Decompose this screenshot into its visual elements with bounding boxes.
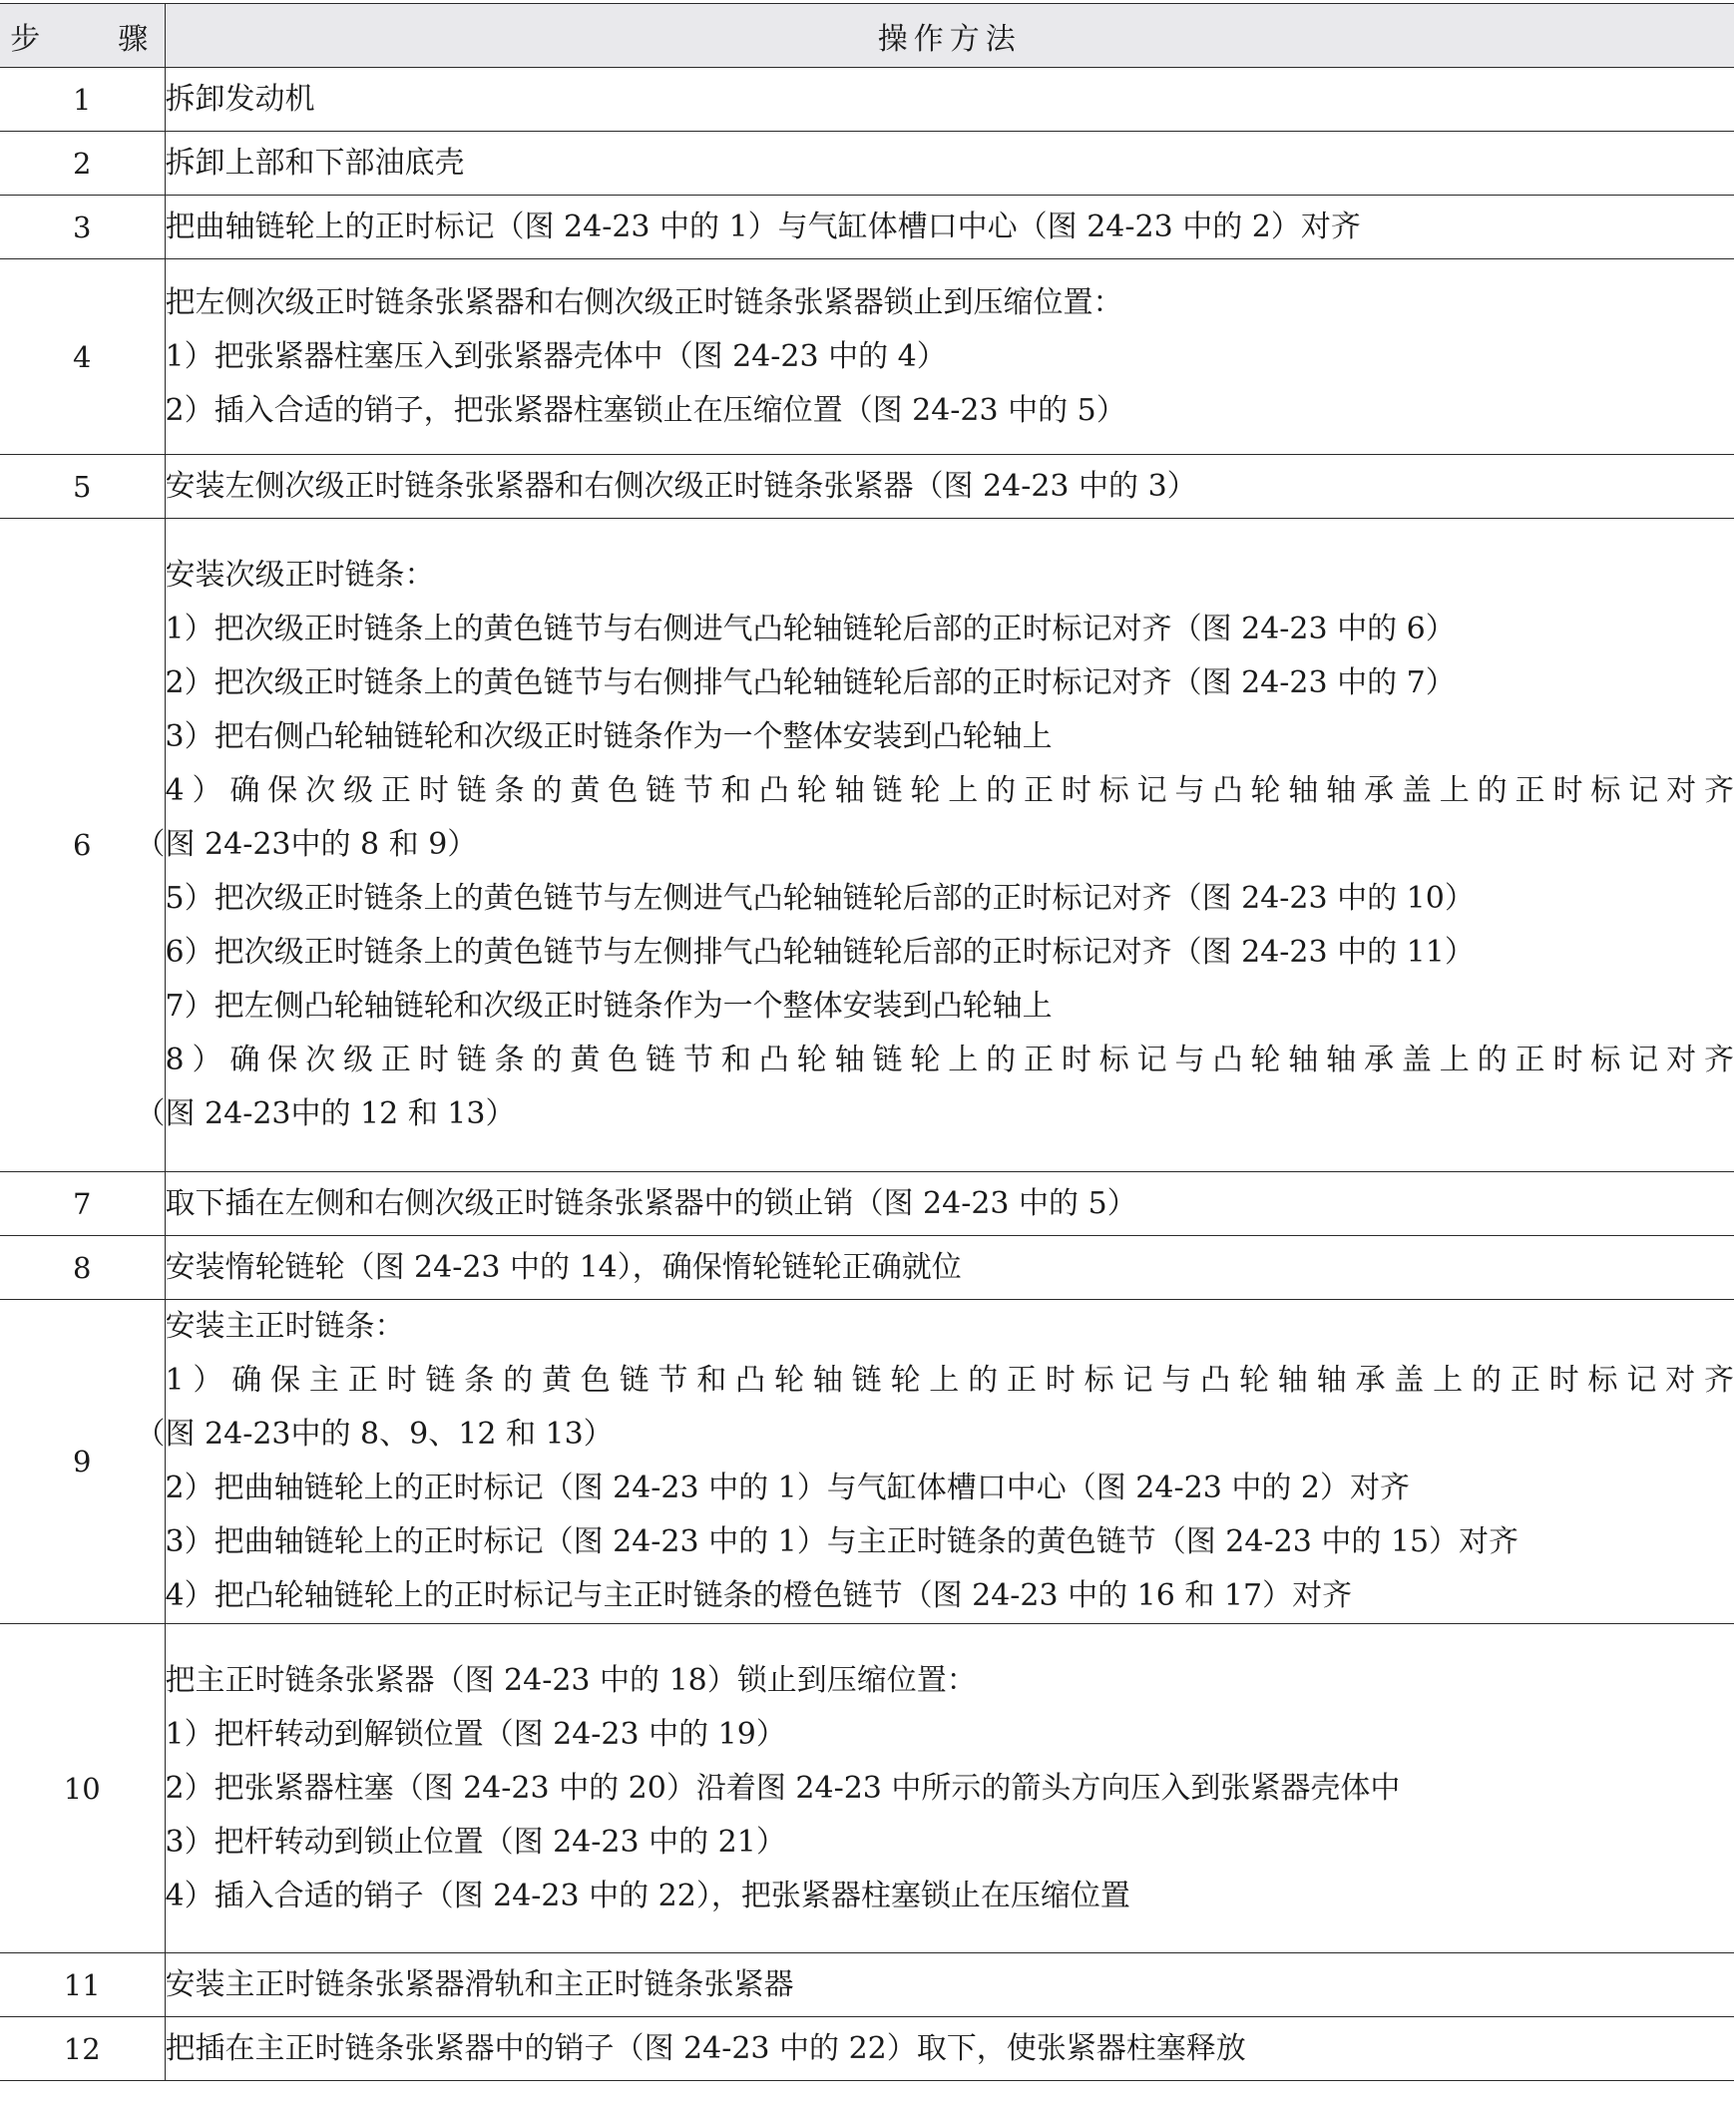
step-method: [165, 196, 1734, 259]
column-header-method: 操作方法: [165, 4, 1734, 68]
table-row: [0, 259, 1734, 455]
step-number: 9: [0, 1300, 165, 1624]
method-line: 4）把凸轮轴链轮上的正时标记与主正时链条的橙色链节（图 24-23 中的 16 和 17）对齐: [165, 1578, 1353, 1613]
method-line: 1）把张紧器柱塞压入到张紧器壳体中（图 24-23 中的 4）: [165, 338, 947, 374]
method-line: 拆卸发动机: [165, 81, 315, 117]
method-line: 3）把右侧凸轮轴链轮和次级正时链条作为一个整体安装到凸轮轴上: [165, 719, 1053, 754]
step-method: [165, 68, 1734, 132]
table-row: [0, 196, 1734, 259]
step-method: [165, 1953, 1734, 2017]
method-line: 拆卸上部和下部油底壳: [165, 145, 465, 181]
method-line: 取下插在左侧和右侧次级正时链条张紧器中的锁止销（图 24-23 中的 5）: [165, 1185, 1137, 1221]
step-number: 2: [0, 132, 165, 196]
method-line-continued: （图 24-23中的 12 和 13）: [135, 1096, 516, 1131]
table-row: [0, 1953, 1734, 2017]
step-number: 1: [0, 68, 165, 132]
step-number: 10: [0, 1624, 165, 1953]
method-line: 4）确保次级正时链条的黄色链节和凸轮轴链轮上的正时标记与凸轮轴轴承盖上的正时标记对齐: [165, 773, 1734, 808]
table-row: [0, 1172, 1734, 1236]
method-line: 7）把左侧凸轮轴链轮和次级正时链条作为一个整体安装到凸轮轴上: [165, 989, 1053, 1024]
method-line: 把左侧次级正时链条张紧器和右侧次级正时链条张紧器锁止到压缩位置：: [165, 284, 1123, 320]
table-row: [0, 519, 1734, 1172]
column-header-step: [0, 4, 165, 68]
method-line: 1）把杆转动到解锁位置（图 24-23 中的 19）: [165, 1716, 786, 1752]
table-row: [0, 1300, 1734, 1624]
table-row: [0, 132, 1734, 196]
table-row: [0, 455, 1734, 519]
step-method: [135, 519, 1734, 1172]
step-number: 7: [0, 1172, 165, 1236]
step-method: [165, 1624, 1734, 1953]
method-line: 2）把曲轴链轮上的正时标记（图 24-23 中的 1）与气缸体槽口中心（图 24-23 中的 2）对齐: [165, 1471, 1410, 1505]
step-method: [165, 455, 1734, 519]
step-method: [135, 1300, 1734, 1624]
step-method: [165, 1172, 1734, 1236]
step-number: 11: [0, 1953, 165, 2017]
step-number: 3: [0, 196, 165, 259]
method-line: 安装主正时链条张紧器滑轨和主正时链条张紧器: [165, 1966, 794, 2002]
method-line: 2）插入合适的销子，把张紧器柱塞锁止在压缩位置（图 24-23 中的 5）: [165, 392, 1126, 428]
table-row: [0, 1236, 1734, 1300]
method-line: 1）确保主正时链条的黄色链节和凸轮轴链轮上的正时标记与凸轮轴轴承盖上的正时标记对齐: [165, 1363, 1734, 1398]
method-line: 1）把次级正时链条上的黄色链节与右侧进气凸轮轴链轮后部的正时标记对齐（图 24-23 中的 6）: [165, 612, 1456, 646]
method-line: 3）把曲轴链轮上的正时标记（图 24-23 中的 1）与主正时链条的黄色链节（图 24-23 中的 15）对齐: [165, 1524, 1519, 1559]
column-header-step-b: 骤: [118, 21, 155, 57]
table-row: [0, 2017, 1734, 2081]
method-line-continued: （图 24-23中的 8 和 9）: [135, 827, 478, 862]
step-number: 6: [0, 519, 165, 1172]
method-line: 2）把次级正时链条上的黄色链节与右侧排气凸轮轴链轮后部的正时标记对齐（图 24-23 中的 7）: [165, 665, 1456, 700]
method-line: 3）把杆转动到锁止位置（图 24-23 中的 21）: [165, 1824, 786, 1860]
method-line: 4）插入合适的销子（图 24-23 中的 22），把张紧器柱塞锁止在压缩位置: [165, 1878, 1130, 1913]
step-method: [165, 2017, 1734, 2081]
step-method: [165, 132, 1734, 196]
method-line: 把主正时链条张紧器（图 24-23 中的 18）锁止到压缩位置：: [165, 1662, 977, 1698]
step-number: 5: [0, 455, 165, 519]
method-line: 安装惰轮链轮（图 24-23 中的 14），确保惰轮链轮正确就位: [165, 1249, 962, 1285]
step-number: 12: [0, 2017, 165, 2081]
method-line: 6）把次级正时链条上的黄色链节与左侧排气凸轮轴链轮后部的正时标记对齐（图 24-23 中的 11）: [165, 935, 1475, 970]
step-method: [165, 1236, 1734, 1300]
method-line: 把插在主正时链条张紧器中的销子（图 24-23 中的 22）取下，使张紧器柱塞释放: [165, 2030, 1246, 2066]
table-row: [0, 1624, 1734, 1953]
step-method: [165, 259, 1734, 455]
method-line: 把曲轴链轮上的正时标记（图 24-23 中的 1）与气缸体槽口中心（图 24-23 中的 2）对齐: [165, 209, 1361, 244]
method-line-continued: （图 24-23中的 8、9、12 和 13）: [135, 1417, 614, 1452]
method-line: 5）把次级正时链条上的黄色链节与左侧进气凸轮轴链轮后部的正时标记对齐（图 24-23 中的 10）: [165, 881, 1475, 916]
procedure-table: [0, 3, 1734, 2081]
method-line: 安装主正时链条：: [165, 1309, 405, 1344]
method-line: 8）确保次级正时链条的黄色链节和凸轮轴链轮上的正时标记与凸轮轴轴承盖上的正时标记对齐: [165, 1043, 1734, 1077]
table-row: [0, 68, 1734, 132]
method-line: 安装左侧次级正时链条张紧器和右侧次级正时链条张紧器（图 24-23 中的 3）: [165, 468, 1197, 504]
method-line: 安装次级正时链条：: [165, 558, 435, 593]
column-header-step-a: 步: [10, 21, 47, 57]
step-number: 8: [0, 1236, 165, 1300]
table-header-row: [0, 4, 1734, 68]
method-line: 2）把张紧器柱塞（图 24-23 中的 20）沿着图 24-23 中所示的箭头方向压入到张紧器壳体中: [165, 1770, 1401, 1806]
step-number: 4: [0, 259, 165, 455]
